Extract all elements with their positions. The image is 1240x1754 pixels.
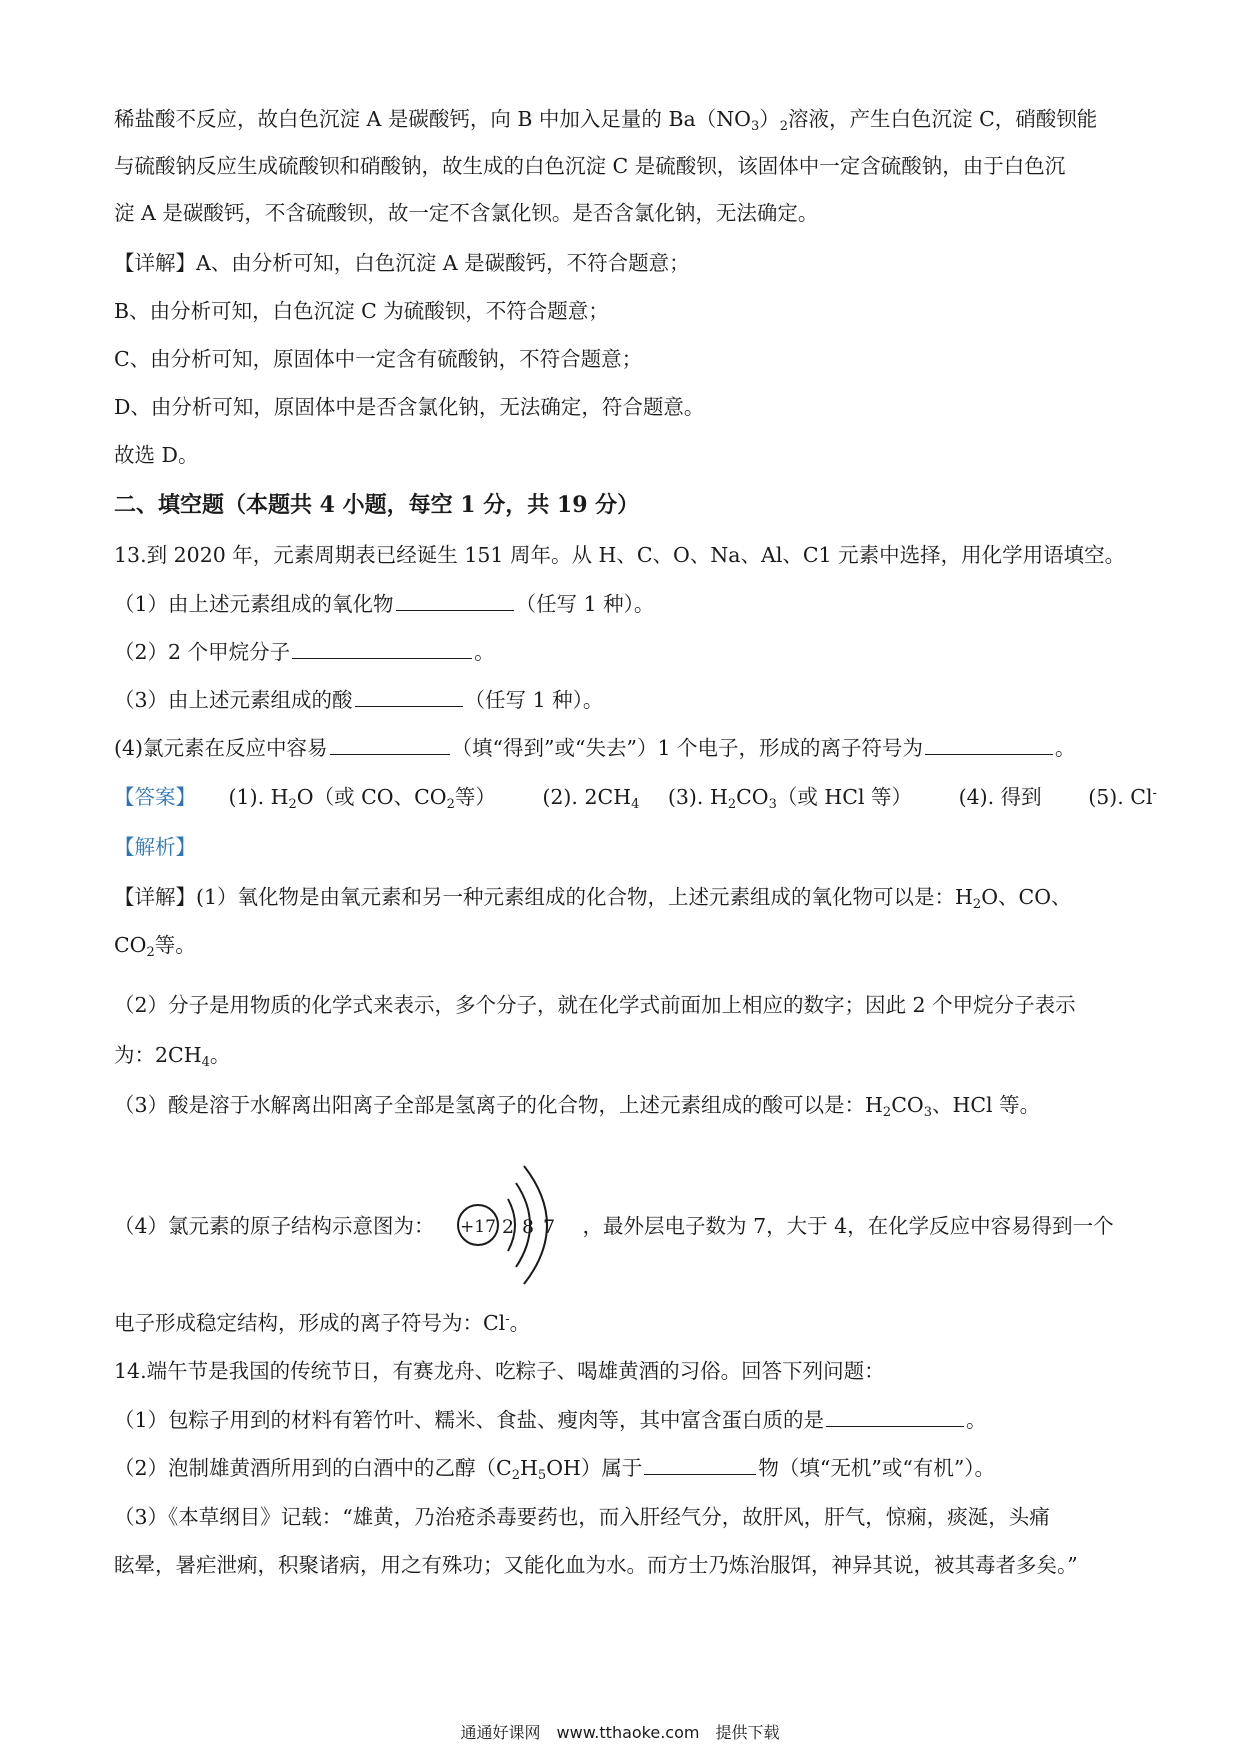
detail-part-4: （4）氯元素的原子结构示意图为： ，最外层电子数为 7，大于 4，在化学反应中容易得到一个 [114, 1214, 1114, 1238]
answer-5: (5). Cl- [1088, 785, 1157, 809]
answer-1: (1). $H_2O$（或 CO、$CO_2$等） [228, 785, 496, 812]
answer-blank[interactable] [330, 732, 450, 755]
detail-option-a: 【详解】A、由分析可知，白色沉淀 A 是碳酸钙，不符合题意； [114, 251, 690, 275]
detail-part-1: 【详解】(1）氧化物是由氧元素和另一种元素组成的化合物，上述元素组成的氧化物可以是：$H_2O$、CO、 [114, 885, 1072, 912]
question-13-part-4: (4)氯元素在反应中容易 （填“得到”或“失去”）1 个电子，形成的离子符号为 。 [114, 732, 1130, 763]
question-13-part-1: （1）由上述元素组成的氧化物 （任写 1 种）。 [114, 588, 1130, 619]
final-choice: 故选 D。 [114, 443, 199, 467]
question-14-part-3: （3）《本草纲目》记载：“雄黄，乃治疮杀毒要药也，而入肝经气分，故肝风，肝气，惊痫，痰涎，头痛 [114, 1505, 1050, 1529]
detail-part-2-cont: 为：$2CH_4$。 [114, 1043, 231, 1070]
detail-part-1-cont: $CO_2$等。 [114, 933, 196, 960]
detail-part-3: （3）酸是溶于水解离出阳离子全部是氢离子的化合物，上述元素组成的酸可以是：$H_2CO_3$、HCl 等。 [114, 1093, 1041, 1120]
question-14-part-1: （1）包粽子用到的材料有箬竹叶、糯米、食盐、瘦肉等，其中富含蛋白质的是 。 [114, 1404, 1130, 1435]
answer-row [114, 782, 1157, 812]
question-13-stem: 13.到 2020 年，元素周期表已经诞生 151 周年。从 H、C、O、Na、Al、C1 元素中选择，用化学用语填空。 [114, 543, 1126, 567]
detail-part-2: （2）分子是用物质的化学式来表示，多个分子，就在化学式前面加上相应的数字；因此 2 个甲烷分子表示 [114, 993, 1076, 1017]
question-14-stem: 14.端午节是我国的传统节日，有赛龙舟、吃粽子、喝雄黄酒的习俗。回答下列问题： [114, 1359, 885, 1383]
answer-blank[interactable] [826, 1404, 964, 1427]
shell-electron-count: 7 [542, 1216, 556, 1238]
analysis-label: 【解析】 [114, 835, 196, 859]
answer-2: (2). $2CH_4$ [542, 785, 640, 812]
page-footer: 通通好课网 www.tthaoke.com 提供下载 [460, 1723, 780, 1742]
answer-blank[interactable] [644, 1452, 756, 1475]
question-14-part-3-cont: 眩晕，暑疟泄痢，积聚诸病，用之有殊功；又能化血为水。而方士乃炼治服饵，神异其说，被其毒者多矣。” [114, 1553, 1078, 1577]
chlorine-atom-structure-diagram [452, 1158, 582, 1292]
answer-blank[interactable] [396, 588, 514, 611]
section-heading: 二、填空题（本题共 4 小题，每空 1 分，共 19 分） [114, 492, 640, 518]
detail-option-b: B、由分析可知，白色沉淀 C 为硫酸钡，不符合题意； [114, 299, 609, 323]
detail-option-d: D、由分析可知，原固体中是否含氯化钠，无法确定，符合题意。 [114, 395, 705, 419]
analysis-text-line: 淀 A 是碳酸钙，不含硫酸钡，故一定不含氯化钡。是否含氯化钠，无法确定。 [114, 201, 819, 225]
answer-blank[interactable] [292, 636, 472, 659]
nucleus-charge: +17 [460, 1217, 496, 1237]
detail-part-4-cont: 电子形成稳定结构，形成的离子符号为：Cl-。 [114, 1311, 531, 1335]
analysis-text-line: 稀盐酸不反应，故白色沉淀 A 是碳酸钙，向 B 中加入足量的 $Ba(NO_3)_2$溶液，产生白色沉淀 C，硝酸钡能 [114, 107, 1098, 134]
question-14-part-2: （2）泡制雄黄酒所用到的白酒中的乙醇$(C_2H_5OH)$属于 物（填“无机”或“有机”）。 [114, 1452, 1130, 1483]
shell-electron-count: 2 [501, 1216, 515, 1238]
answer-blank[interactable] [925, 732, 1053, 755]
analysis-text-line: 与硫酸钠反应生成硫酸钡和硝酸钠，故生成的白色沉淀 C 是硫酸钡，该固体中一定含硫酸钠，由于白色沉 [114, 154, 1066, 178]
question-13-part-3: （3）由上述元素组成的酸 （任写 1 种）。 [114, 684, 1130, 715]
shell-electron-count: 8 [521, 1216, 535, 1238]
answer-label: 【答案】 [114, 785, 196, 809]
answer-4: (4). 得到 [958, 785, 1042, 809]
answer-3: (3). $H_2CO_3$（或 HCl 等） [667, 785, 913, 812]
question-13-part-2: （2）2 个甲烷分子 。 [114, 636, 1130, 667]
detail-option-c: C、由分析可知，原固体中一定含有硫酸钠，不符合题意； [114, 347, 643, 371]
answer-blank[interactable] [355, 684, 463, 707]
